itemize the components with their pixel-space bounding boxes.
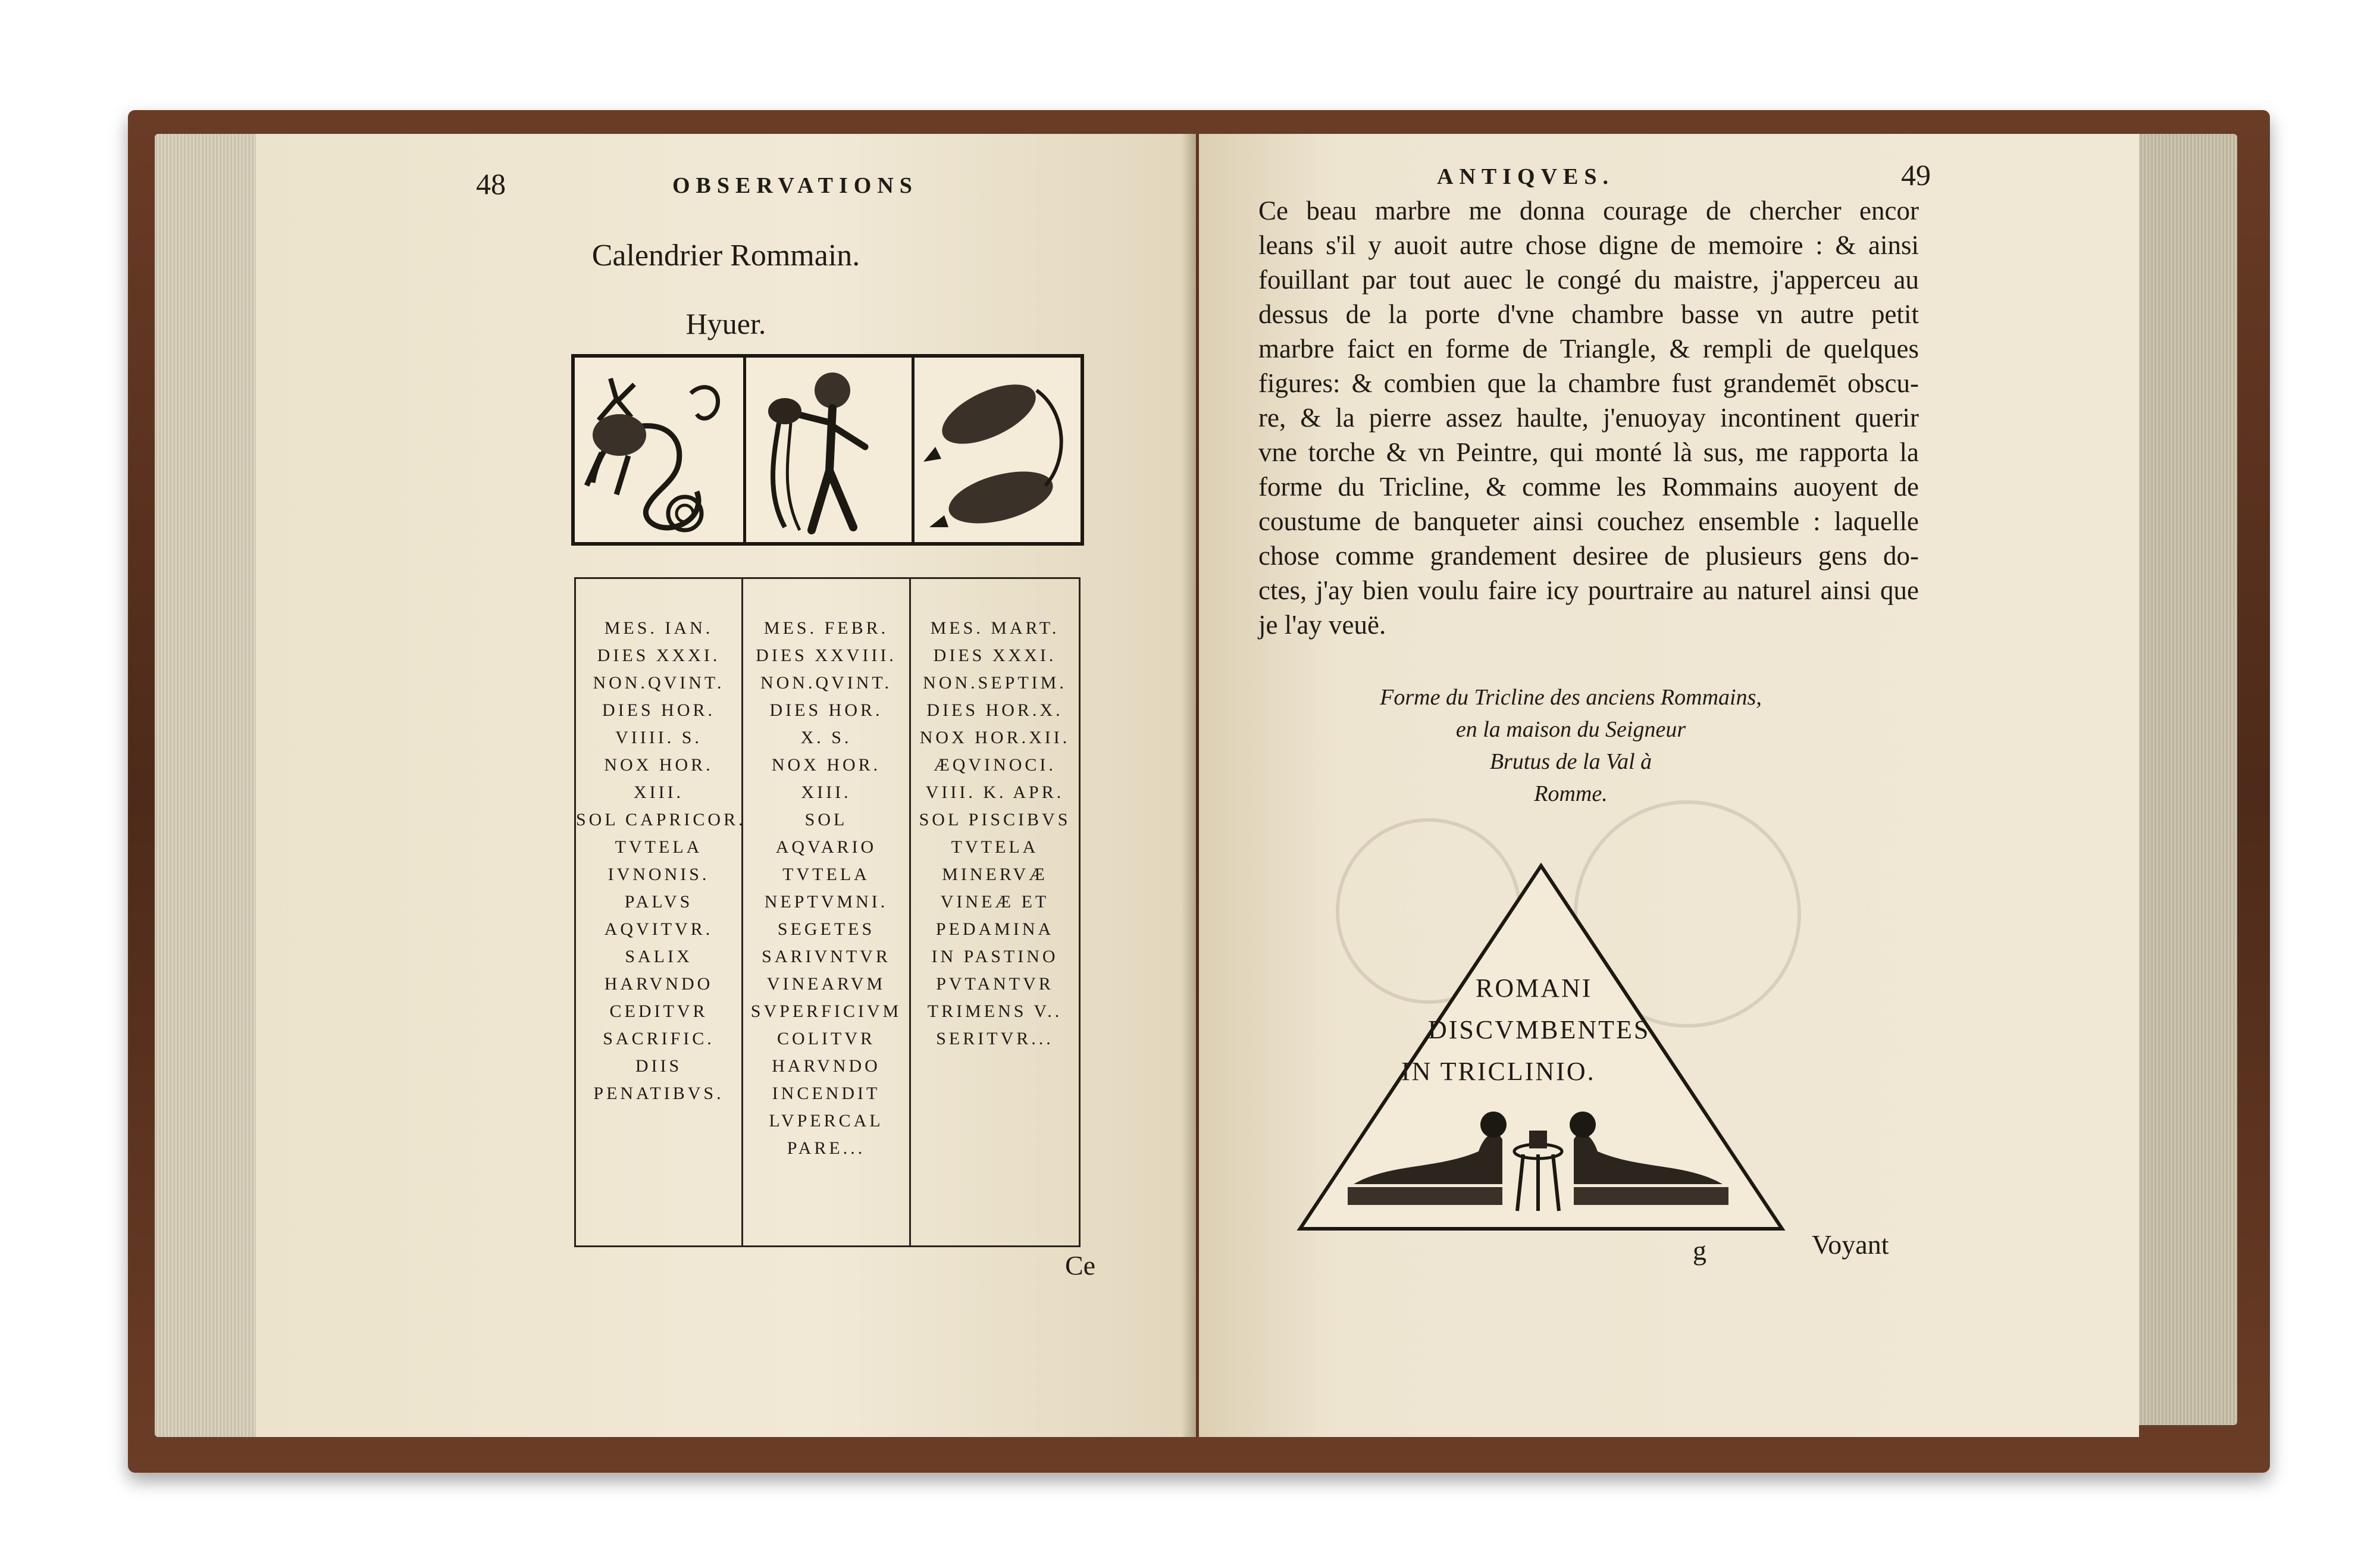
page-number: 49: [1901, 158, 1931, 192]
calendar-line: SEGETES: [777, 919, 875, 939]
aquarius-icon: [743, 358, 915, 542]
calendar-line: TVTELA: [615, 837, 703, 857]
calendar-line: DIIS: [635, 1056, 682, 1076]
calendar-line: NON.SEPTIM.: [923, 673, 1067, 693]
calendar-line: SVPERFICIVM: [750, 1001, 902, 1021]
calendar-line: MES. MART.: [930, 618, 1060, 638]
calendar-line: PARE...: [787, 1138, 866, 1158]
calendar-line: NOX HOR.: [604, 755, 713, 775]
body-line: Ce beau marbre me donna courage de chercher encor: [1258, 196, 1919, 226]
body-line: marbre faict en forme de Triangle, & rempli de quelques: [1258, 334, 1919, 364]
calendar-line: NEPTVMNI.: [764, 892, 888, 912]
calendar-line: X. S.: [800, 728, 852, 747]
calendar-line: TVTELA: [782, 865, 870, 884]
signature-mark: g: [1693, 1235, 1706, 1266]
calendar-line: DIES XXXI.: [597, 646, 721, 665]
catchword: Voyant: [1812, 1229, 1889, 1260]
body-line: forme du Tricline, & comme les Rommains auoyent de: [1258, 472, 1919, 502]
calendar-line: VIIII. S.: [615, 728, 702, 747]
calendar-line: SACRIFIC.: [603, 1029, 715, 1048]
body-line: je l'ay veuë.: [1258, 610, 1386, 640]
calendar-line: PALVS: [624, 892, 693, 912]
calendar-line: IN PASTINO: [931, 947, 1059, 966]
calendar-line: NON.QVINT.: [760, 673, 892, 693]
calendar-line: SOL: [804, 810, 848, 829]
calendar-line: MINERVÆ: [942, 865, 1048, 884]
body-line: fouillant par tout auec le congé du maistre, j'apperceu au: [1258, 265, 1919, 295]
calendar-line: MES. FEBR.: [763, 618, 889, 638]
calendar-line: PVTANTVR: [936, 974, 1054, 994]
body-line: figures: & combien que la chambre fust grandemēt obscu-: [1258, 368, 1919, 398]
calendar-line: PENATIBVS.: [593, 1084, 724, 1103]
catchword: Ce: [1065, 1250, 1096, 1281]
body-text: [1258, 193, 1919, 642]
inscription-line: DISCVMBENTES: [1428, 1015, 1651, 1044]
calendar-line: SARIVNTVR: [762, 947, 891, 966]
calendar-line: MES. IAN.: [604, 618, 713, 638]
calendar-line: XIII.: [801, 782, 851, 802]
caption-line: Brutus de la Val à: [1489, 749, 1652, 774]
calendar-line: COLITVR: [777, 1029, 875, 1048]
figure-caption: [1318, 681, 1824, 810]
body-line: vne torche & vn Peintre, qui monté là sus, me rapporta la: [1258, 437, 1919, 467]
calendar-line: ÆQVINOCI.: [934, 755, 1056, 775]
calendar-column-january: [576, 579, 746, 1245]
calendar-line: NOX HOR.XII.: [919, 728, 1070, 747]
calendar-line: NOX HOR.: [771, 755, 881, 775]
calendar-line: HARVNDO: [772, 1056, 881, 1076]
calendar-line: NON.QVINT.: [593, 673, 725, 693]
caption-line: Romme.: [1534, 781, 1608, 806]
inscription-line: ROMANI: [1476, 973, 1593, 1003]
season-heading: Hyuer.: [685, 307, 766, 340]
calendar-line: TRIMENS V..: [927, 1001, 1063, 1021]
calendar-line: SOL CAPRICOR.: [576, 810, 746, 829]
calendar-line: VIII. K. APR.: [925, 782, 1064, 802]
calendar-table: [574, 577, 1081, 1247]
calendar-line: IVNONIS.: [607, 865, 710, 884]
calendar-line: CEDITVR: [609, 1001, 708, 1021]
caption-line: Forme du Tricline des anciens Rommains,: [1380, 685, 1762, 710]
calendar-line: DIES HOR.X.: [926, 700, 1063, 720]
calendar-line: INCENDIT: [772, 1084, 881, 1103]
calendar-line: DIES HOR.: [769, 700, 883, 720]
body-line: dessus de la porte d'vne chambre basse vn autre petit: [1258, 299, 1919, 329]
capricorn-icon: [575, 358, 746, 542]
zodiac-woodcut: [571, 354, 1084, 546]
body-line: coustume de banqueter ainsi couchez ensemble : laquelle: [1258, 506, 1919, 536]
calendar-line: DIES HOR.: [602, 700, 715, 720]
running-head: ANTIQVES.: [1437, 164, 1614, 189]
caption-line: en la maison du Seigneur: [1455, 717, 1686, 742]
calendar-column-february: [743, 579, 911, 1245]
calendar-line: HARVNDO: [604, 974, 713, 994]
calendar-line: LVPERCAL: [769, 1111, 884, 1131]
body-line: chose comme grandement desiree de plusieurs gens do-: [1258, 541, 1919, 571]
calendar-line: VINEARVM: [766, 974, 886, 994]
body-line: leans s'il y auoit autre chose digne de memoire : & ainsi: [1258, 230, 1919, 260]
page-number: 48: [476, 167, 506, 201]
running-head: OBSERVATIONS: [672, 173, 918, 198]
calendar-line: SALIX: [625, 947, 693, 966]
right-page: [1199, 134, 2139, 1437]
inscription-line: IN TRICLINIO.: [1401, 1057, 1596, 1086]
calendar-line: TVTELA: [951, 837, 1039, 857]
body-line: ctes, j'ay bien voulu faire icy pourtraire au naturel ainsi que: [1258, 575, 1919, 605]
calendar-line: VINEÆ ET: [940, 892, 1050, 912]
calendar-column-march: [911, 579, 1079, 1245]
calendar-line: AQVITVR.: [604, 919, 713, 939]
calendar-line: AQVARIO: [775, 837, 877, 857]
pisces-icon: [912, 358, 1081, 542]
calendar-line: XIII.: [633, 782, 684, 802]
calendar-line: SOL PISCIBVS: [919, 810, 1071, 829]
calendar-line: PEDAMINA: [935, 919, 1054, 939]
calendar-line: DIES XXVIII.: [756, 646, 897, 665]
triclinium-relief: [1288, 854, 1794, 1235]
page-title: Calendrier Rommain.: [591, 239, 860, 273]
left-page: [256, 134, 1196, 1437]
calendar-line: DIES XXXI.: [933, 646, 1057, 665]
body-line: re, & la pierre assez haulte, j'enuoyay incontinent querir: [1258, 403, 1919, 433]
calendar-line: SERITVR...: [936, 1029, 1054, 1048]
